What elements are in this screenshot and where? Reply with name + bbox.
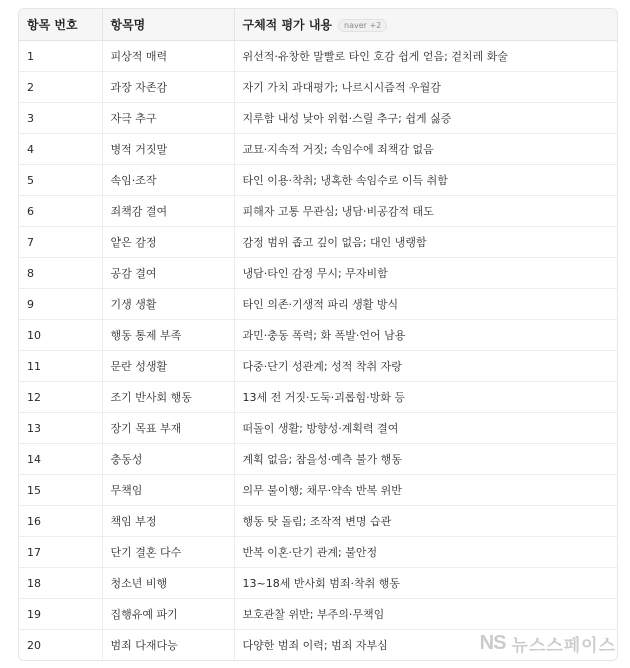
cell-item-number: 14 [19,444,102,475]
header-row [19,9,617,41]
cell-item-number: 2 [19,72,102,103]
table-row [19,413,617,444]
cell-item-number: 1 [19,41,102,72]
table-row [19,351,617,382]
cell-item-number: 3 [19,103,102,134]
table-row [19,227,617,258]
table-header [19,9,617,41]
cell-item-number: 20 [19,630,102,661]
source-chip[interactable]: naver +2 [338,19,387,32]
table-row [19,289,617,320]
cell-item-number: 4 [19,134,102,165]
cell-item-number: 6 [19,196,102,227]
cell-item-number: 17 [19,537,102,568]
cell-item-number: 9 [19,289,102,320]
cell-detail: 타인 의존·기생적 파리 생활 방식 [234,289,617,320]
table-row [19,444,617,475]
cell-detail: 위선적·유창한 말빨로 타인 호감 쉽게 얻음; 겉치레 화술 [234,41,617,72]
cell-item-name: 죄책감 결여 [102,196,234,227]
table-row [19,568,617,599]
table-row [19,599,617,630]
cell-detail: 반복 이혼·단기 관계; 불안정 [234,537,617,568]
cell-detail: 교묘·지속적 거짓; 속임수에 죄책감 없음 [234,134,617,165]
table-row [19,475,617,506]
cell-item-number: 16 [19,506,102,537]
cell-item-name: 무책임 [102,475,234,506]
cell-item-name: 병적 거짓말 [102,134,234,165]
cell-item-name: 조기 반사회 행동 [102,382,234,413]
header-item-name [102,9,234,41]
cell-detail: 다양한 범죄 이력; 범죄 자부심 [242,639,388,652]
table-row [19,196,617,227]
cell-item-number: 8 [19,258,102,289]
cell-item-name: 집행유예 파기 [102,599,234,630]
cell-detail: 피해자 고통 무관심; 냉담·비공감적 태도 [234,196,617,227]
cell-detail: 자기 가치 과대평가; 나르시시즘적 우월감 [234,72,617,103]
cell-item-name: 책임 부정 [102,506,234,537]
watermark-text: 뉴스스페이스 [511,636,616,655]
header-item-number [19,9,102,41]
table-row [19,41,617,72]
header-item-number-label: 항목 번호 [27,18,78,32]
cell-item-name: 문란 성생활 [102,351,234,382]
table-row [19,258,617,289]
header-detail [234,9,617,41]
header-item-name-label: 항목명 [110,18,146,32]
table-row [19,165,617,196]
cell-item-name: 기생 생활 [102,289,234,320]
table-row [19,382,617,413]
table-row [19,134,617,165]
cell-item-name: 청소년 비행 [102,568,234,599]
cell-detail: 행동 탓 돌림; 조작적 변명 습관 [234,506,617,537]
table-row [19,506,617,537]
cell-item-number: 10 [19,320,102,351]
cell-item-number: 18 [19,568,102,599]
table-row [19,537,617,568]
evaluation-table-container [18,8,618,661]
cell-detail: 다중·단기 성관계; 성적 착취 자랑 [234,351,617,382]
table-row [19,103,617,134]
cell-detail: 떠돌이 생활; 방향성·계획력 결여 [234,413,617,444]
cell-detail: 의무 불이행; 채무·약속 반복 위반 [234,475,617,506]
cell-item-number: 13 [19,413,102,444]
cell-item-name: 단기 결혼 다수 [102,537,234,568]
cell-item-number: 11 [19,351,102,382]
cell-item-name: 범죄 다재다능 [102,630,234,661]
watermark-logo: NS [479,632,506,654]
table-row [19,320,617,351]
cell-item-name: 행동 통제 부족 [102,320,234,351]
cell-item-name: 공감 결여 [102,258,234,289]
cell-item-name: 자극 추구 [102,103,234,134]
cell-item-name: 장기 목표 부재 [102,413,234,444]
cell-item-number: 19 [19,599,102,630]
cell-detail: 과민·충동 폭력; 화 폭발·언어 남용 [234,320,617,351]
header-detail-label: 구체적 평가 내용 [242,18,333,32]
cell-detail: 감정 범위 좁고 깊이 없음; 대인 냉랭함 [234,227,617,258]
cell-item-number: 7 [19,227,102,258]
news-watermark [480,631,616,656]
table-body [19,41,617,661]
cell-detail: 지루함 내성 낮아 위험·스릴 추구; 쉽게 싫증 [234,103,617,134]
table-row [19,72,617,103]
cell-item-name: 얕은 감정 [102,227,234,258]
cell-item-number: 5 [19,165,102,196]
cell-item-name: 충동성 [102,444,234,475]
cell-item-name: 과장 자존감 [102,72,234,103]
cell-item-name: 속임·조작 [102,165,234,196]
cell-item-number: 15 [19,475,102,506]
cell-detail: 냉담·타인 감정 무시; 무자비함 [234,258,617,289]
cell-item-number: 12 [19,382,102,413]
cell-detail: 13세 전 거짓·도둑·괴롭힘·방화 등 [234,382,617,413]
cell-detail: 13~18세 반사회 범죄·착취 행동 [234,568,617,599]
cell-detail: 보호관찰 위반; 부주의·무책임 [234,599,617,630]
cell-detail: 계획 없음; 참을성·예측 불가 행동 [234,444,617,475]
evaluation-table [19,9,617,660]
cell-detail: 타인 이용·착취; 냉혹한 속임수로 이득 취함 [234,165,617,196]
cell-item-name: 피상적 매력 [102,41,234,72]
